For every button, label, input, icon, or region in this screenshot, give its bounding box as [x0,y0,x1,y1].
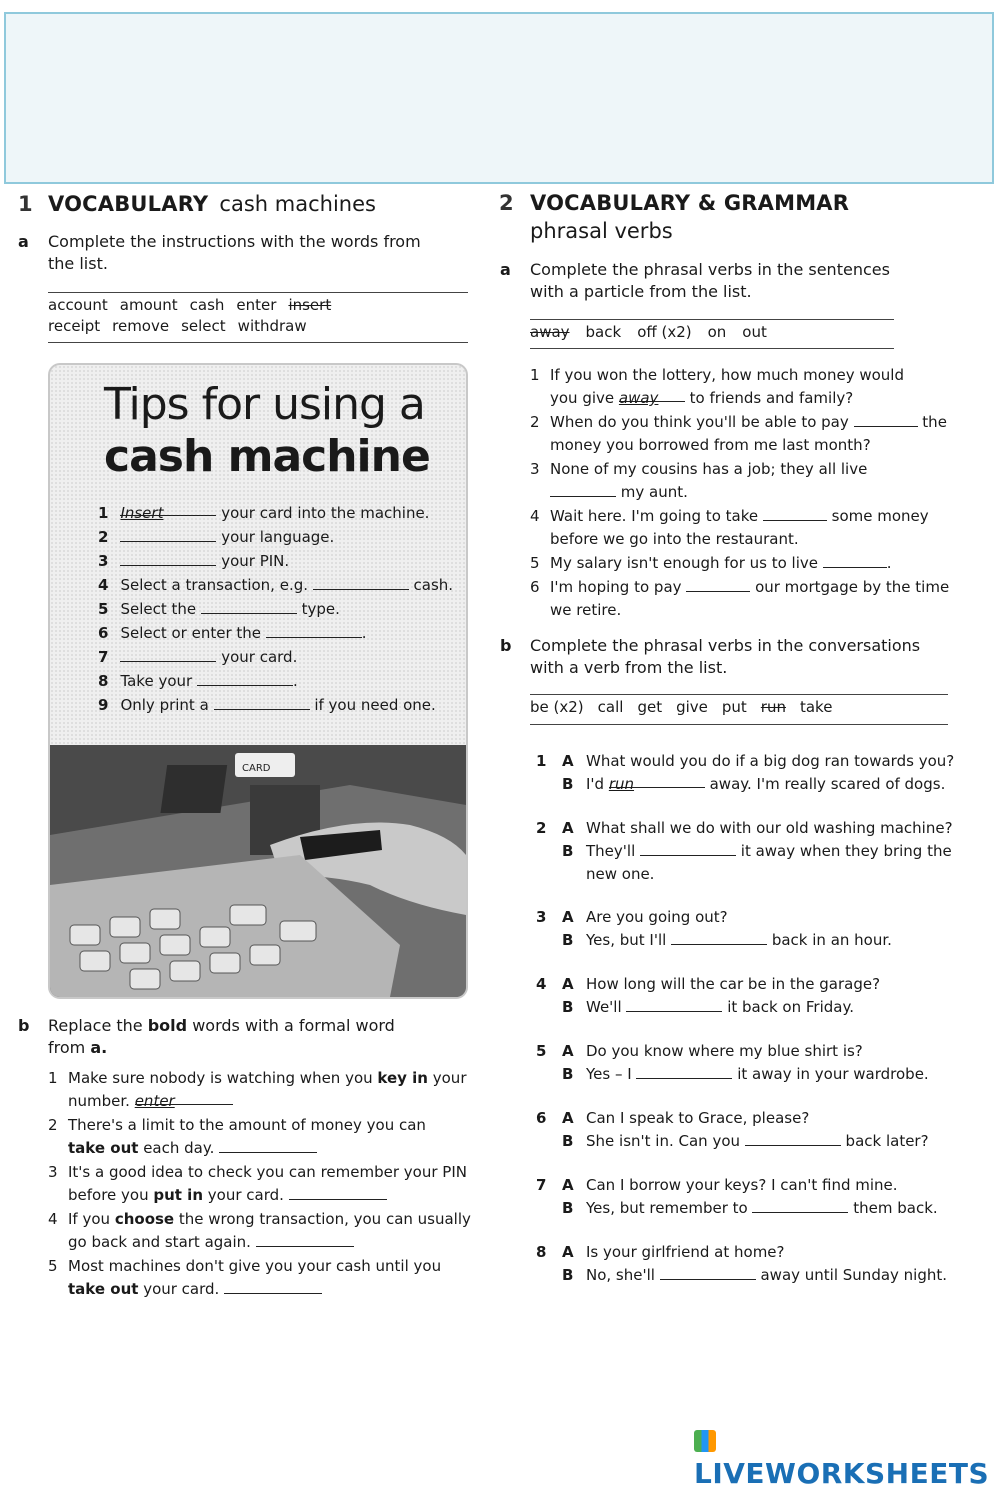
conversation-item [536,1174,976,1220]
verb-item: be (x2) [530,698,584,716]
verb-item: get [637,698,663,716]
sentence-item [530,505,960,551]
item-number: 5 [48,1257,58,1275]
particle-item: on [707,323,727,341]
item-number: 6 [536,1109,547,1127]
sentence-item [530,552,960,575]
speaker-label: A [562,819,574,837]
answer-blank[interactable] [626,997,722,1012]
item-number: 2 [536,819,547,837]
verb-list-box [530,694,948,725]
item-number: 3 [536,908,547,926]
answer-blank[interactable] [120,551,216,566]
tip-text: your card. [216,648,298,666]
section1-heading [48,192,376,216]
speaker-a-line [562,973,976,996]
atm-illustration [50,745,466,997]
tips-title-line1: Tips for using a [104,379,425,430]
word-list-item: withdraw [237,317,307,335]
tip-item [98,501,464,525]
section2-a-label: a [500,260,511,279]
section2-subtitle: phrasal verbs [530,219,673,243]
item-line [550,434,960,457]
speaker-b-line [562,863,976,886]
item-bold: choose [114,1210,175,1228]
item-text: we retire. [550,601,622,619]
speaker-a-line [562,817,976,840]
item-text: I'm hoping to pay [550,578,687,596]
speaker-label: B [562,842,574,860]
answer-blank[interactable] [763,506,827,521]
word-list-item: select [181,317,226,335]
verb-item: run [760,698,786,716]
item-number: 1 [530,366,540,384]
word-list-item: enter [236,296,277,314]
instr-line: Complete the phrasal verbs in the sentences [530,260,890,279]
tip-item [98,597,464,621]
particle-list-box [530,319,894,349]
answer-blank[interactable] [266,623,362,638]
tip-item [98,573,464,597]
verb-item: put [721,698,747,716]
instr-line: Complete the phrasal verbs in the conversations [530,636,921,655]
item-number: 4 [48,1210,58,1228]
answer-blank[interactable] [686,577,750,592]
section1-title: VOCABULARY [48,192,209,216]
item-line [550,364,960,387]
item-number: 6 [530,578,540,596]
section1-b-label: b [18,1016,30,1035]
speaker-a-line [562,1107,976,1130]
tip-text: cash. [408,576,454,594]
item-text: before we go into the restaurant. [550,530,799,548]
section2-title: VOCABULARY & GRAMMAR [530,191,850,215]
speaker-text: them back. [848,1199,938,1217]
tip-text: Take your [120,672,197,690]
answer-blank[interactable] [660,1265,756,1280]
item-text: None of my cousins has a job; they all live [550,460,868,478]
item-text: our mortgage by the time [750,578,950,596]
word-list-row [48,316,468,337]
answer-blank[interactable] [823,553,887,568]
item-number: 1 [48,1069,58,1087]
section2-b-list [536,750,976,1308]
item-bold: key in [377,1069,428,1087]
item-number: 5 [530,554,540,572]
answer-blank[interactable] [636,1064,732,1079]
item-text: the [917,413,947,431]
item-text: If you won the lottery, how much money would [550,366,904,384]
speaker-text: Yes, but remember to [586,1199,753,1217]
item-text: Make sure nobody is watching when you [68,1069,378,1087]
tips-list [98,501,464,717]
speaker-text: back in an hour. [767,931,892,949]
word-list-item: account [48,296,108,314]
item-text: It's a good idea to check you can remember your PIN [68,1163,467,1181]
speaker-label: B [562,931,574,949]
answer-blank[interactable] [752,1198,848,1213]
conversation-item [536,750,976,796]
sentence-item [530,576,960,622]
tips-title-line2: cash machine [104,431,430,482]
replace-item [48,1161,478,1207]
speaker-text: What would you do if a big dog ran towards you? [586,752,955,770]
speaker-text: Is your girlfriend at home? [586,1243,785,1261]
speaker-text: No, she'll [586,1266,660,1284]
speaker-label: A [562,1042,574,1060]
answer-text: Insert [120,504,164,522]
speaker-text: away. I'm really scared of dogs. [704,775,946,793]
item-text: your card. [203,1186,289,1204]
instr-line: with a particle from the list. [530,282,752,301]
answer-text: away [618,389,659,407]
item-line [550,528,960,551]
tip-number: 4 [98,576,109,594]
answer-blank[interactable] [618,387,685,407]
answer-blank[interactable] [608,773,705,793]
item-text: Most machines don't give you your cash until you [68,1257,442,1275]
item-line [550,505,960,528]
speaker-b-line [562,996,976,1019]
instr-bold: bold [147,1016,188,1035]
speaker-text: How long will the car be in the garage? [586,975,881,993]
speaker-text: They'll [586,842,641,860]
answer-input-area[interactable] [4,12,994,184]
instr-text: from [48,1038,91,1057]
answer-blank[interactable] [120,647,216,662]
tip-text: if you need one. [309,696,436,714]
item-bold: take out [68,1280,139,1298]
speaker-text: it away in your wardrobe. [732,1065,929,1083]
item-line [550,552,960,575]
tip-text: Only print a [120,696,214,714]
liveworksheets-logo[interactable] [694,1424,1000,1490]
answer-blank[interactable] [120,501,216,522]
item-line [68,1090,478,1113]
instr-line: with a verb from the list. [530,658,728,677]
item-number: 3 [530,460,540,478]
answer-blank[interactable] [134,1090,233,1110]
item-text: There's a limit to the amount of money you can [68,1116,426,1134]
tip-text: type. [296,600,340,618]
item-line [68,1137,478,1160]
item-text: my aunt. [616,483,688,501]
speaker-label: B [562,775,574,793]
speaker-a-line [562,906,976,929]
answer-blank[interactable] [854,412,918,427]
tip-text: your language. [216,528,335,546]
speaker-label: B [562,998,574,1016]
speaker-a-line [562,750,976,773]
word-list-item: receipt [48,317,101,335]
verb-item: take [799,698,833,716]
item-number: 3 [48,1163,58,1181]
speaker-label: A [562,1109,574,1127]
item-text: to friends and family? [684,389,854,407]
item-text: My salary isn't enough for us to live [550,554,823,572]
tip-number: 3 [98,552,109,570]
answer-blank[interactable] [224,1279,322,1294]
particle-item: off (x2) [637,323,692,341]
item-line [68,1184,478,1207]
item-text: go back and start again. [68,1233,256,1251]
tip-number: 6 [98,624,109,642]
item-line [68,1278,478,1301]
particle-item: back [585,323,622,341]
instr-bold: a. [90,1038,108,1057]
tip-item [98,669,464,693]
answer-blank[interactable] [745,1131,841,1146]
section1-b-list [48,1067,478,1302]
item-text: . [886,554,892,572]
speaker-b-line [562,1197,976,1220]
item-text: before you [68,1186,154,1204]
item-text: When do you think you'll be able to pay [550,413,854,431]
conversation-item [536,1040,976,1086]
word-list-row [48,295,468,316]
item-text: the wrong transaction, you can usually [174,1210,471,1228]
sentence-item [530,458,960,504]
tip-item [98,525,464,549]
speaker-text: We'll [586,998,627,1016]
item-line [550,411,960,434]
speaker-label: B [562,1132,574,1150]
tip-item [98,693,464,717]
word-list-item: insert [288,296,332,314]
conversation-item [536,906,976,952]
answer-blank[interactable] [640,841,736,856]
item-line [550,481,960,504]
item-number: 4 [530,507,540,525]
speaker-text: new one. [586,865,655,883]
tip-text: your card into the machine. [216,504,430,522]
item-text: you give [550,389,619,407]
answer-blank[interactable] [671,930,767,945]
conversation-item [536,1107,976,1153]
item-bold: put in [153,1186,204,1204]
answer-blank[interactable] [550,482,616,497]
tip-item [98,549,464,573]
item-text: money you borrowed from me last month? [550,436,871,454]
item-line [68,1255,478,1278]
item-number: 8 [536,1243,547,1261]
speaker-label: B [562,1065,574,1083]
replace-item [48,1114,478,1160]
conversation-item [536,817,976,886]
replace-item [48,1208,478,1254]
item-line [68,1231,478,1254]
answer-blank[interactable] [219,1138,317,1153]
instr-line: Complete the instructions with the words from [48,232,421,251]
answer-blank[interactable] [197,671,293,686]
item-line [68,1208,478,1231]
speaker-b-line [562,929,976,952]
word-list-item: remove [112,317,170,335]
conversation-item [536,973,976,1019]
speaker-a-line [562,1040,976,1063]
tip-number: 1 [98,504,109,522]
speaker-label: A [562,908,574,926]
tip-number: 8 [98,672,109,690]
atm-photo [50,745,466,997]
speaker-text: away until Sunday night. [755,1266,948,1284]
item-line [550,599,960,622]
speaker-text: Yes, but I'll [586,931,672,949]
item-line [550,576,960,599]
instr-line: the list. [48,254,108,273]
tips-panel [48,363,468,999]
verb-item: call [597,698,624,716]
sentence-item [530,364,960,410]
item-text: your card. [138,1280,225,1298]
answer-blank[interactable] [313,575,409,590]
speaker-text: Can I speak to Grace, please? [586,1109,810,1127]
word-list-item: cash [189,296,225,314]
item-number: 2 [48,1116,58,1134]
tip-item [98,645,464,669]
instr-text: Replace the [48,1016,148,1035]
speaker-label: A [562,1243,574,1261]
speaker-text: Can I borrow your keys? I can't find mine. [586,1176,898,1194]
item-line [68,1114,478,1137]
replace-item [48,1255,478,1301]
conversation-item [536,1241,976,1287]
answer-blank[interactable] [120,527,216,542]
item-text: If you [68,1210,115,1228]
tip-text: your PIN. [216,552,290,570]
item-text: number. [68,1092,135,1110]
word-list-item: amount [119,296,178,314]
section1-b-instructions [48,1015,468,1059]
speaker-text: Do you know where my blue shirt is? [586,1042,863,1060]
item-bold: take out [68,1139,139,1157]
tip-text: . [292,672,298,690]
particle-item: out [742,323,767,341]
particle-item: away [530,323,570,341]
tip-text: Select or enter the [120,624,266,642]
speaker-text: What shall we do with our old washing machine? [586,819,953,837]
tip-number: 7 [98,648,109,666]
svg-text:CARD: CARD [242,763,271,774]
section2-a-instructions [530,259,950,303]
tip-number: 9 [98,696,109,714]
answer-blank[interactable] [214,695,310,710]
section2-a-list [530,364,960,623]
answer-blank[interactable] [201,599,297,614]
speaker-a-line [562,1241,976,1264]
speaker-text: it away when they bring the [736,842,952,860]
item-text: some money [826,507,929,525]
speaker-text: Yes – I [586,1065,637,1083]
sentence-item [530,411,960,457]
word-list-box [48,292,468,343]
speaker-text: it back on Friday. [722,998,854,1016]
item-line [68,1161,478,1184]
speaker-label: B [562,1266,574,1284]
answer-text: enter [134,1092,175,1110]
section1-a-instructions [48,231,468,275]
answer-blank[interactable] [256,1232,354,1247]
section2-b-label: b [500,636,512,655]
tip-text: Select the [120,600,201,618]
item-number: 4 [536,975,547,993]
speaker-label: A [562,1176,574,1194]
answer-blank[interactable] [289,1185,387,1200]
section2-number: 2 [499,191,514,215]
item-number: 1 [536,752,547,770]
section1-number: 1 [18,192,33,216]
item-number: 2 [530,413,540,431]
logo-icon [694,1430,716,1452]
speaker-b-line [562,773,976,796]
tip-number: 5 [98,600,109,618]
logo-text: LIVEWORKSHEETS [694,1457,990,1490]
speaker-text: back later? [840,1132,929,1150]
speaker-a-line [562,1174,976,1197]
item-number: 5 [536,1042,547,1060]
item-text: each day. [138,1139,220,1157]
replace-item [48,1067,478,1113]
answer-text: run [608,775,635,793]
speaker-label: A [562,752,574,770]
speaker-b-line [562,1063,976,1086]
section1-a-label: a [18,232,29,251]
speaker-text: I'd [586,775,609,793]
section2-b-instructions [530,635,960,679]
speaker-b-line [562,1130,976,1153]
speaker-b-line [562,840,976,863]
item-text: your [427,1069,467,1087]
speaker-label: B [562,1199,574,1217]
item-line [68,1067,478,1090]
tip-text: Select a transaction, e.g. [120,576,313,594]
tip-text: . [361,624,367,642]
speaker-label: A [562,975,574,993]
speaker-text: She isn't in. Can you [586,1132,745,1150]
tip-item [98,621,464,645]
section1-subtitle: cash machines [219,192,376,216]
verb-item: give [676,698,708,716]
speaker-text: Are you going out? [586,908,728,926]
speaker-b-line [562,1264,976,1287]
instr-text: words with a formal word [187,1016,395,1035]
item-line [550,387,960,410]
item-number: 7 [536,1176,547,1194]
item-line [550,458,960,481]
tip-number: 2 [98,528,109,546]
item-text: Wait here. I'm going to take [550,507,763,525]
